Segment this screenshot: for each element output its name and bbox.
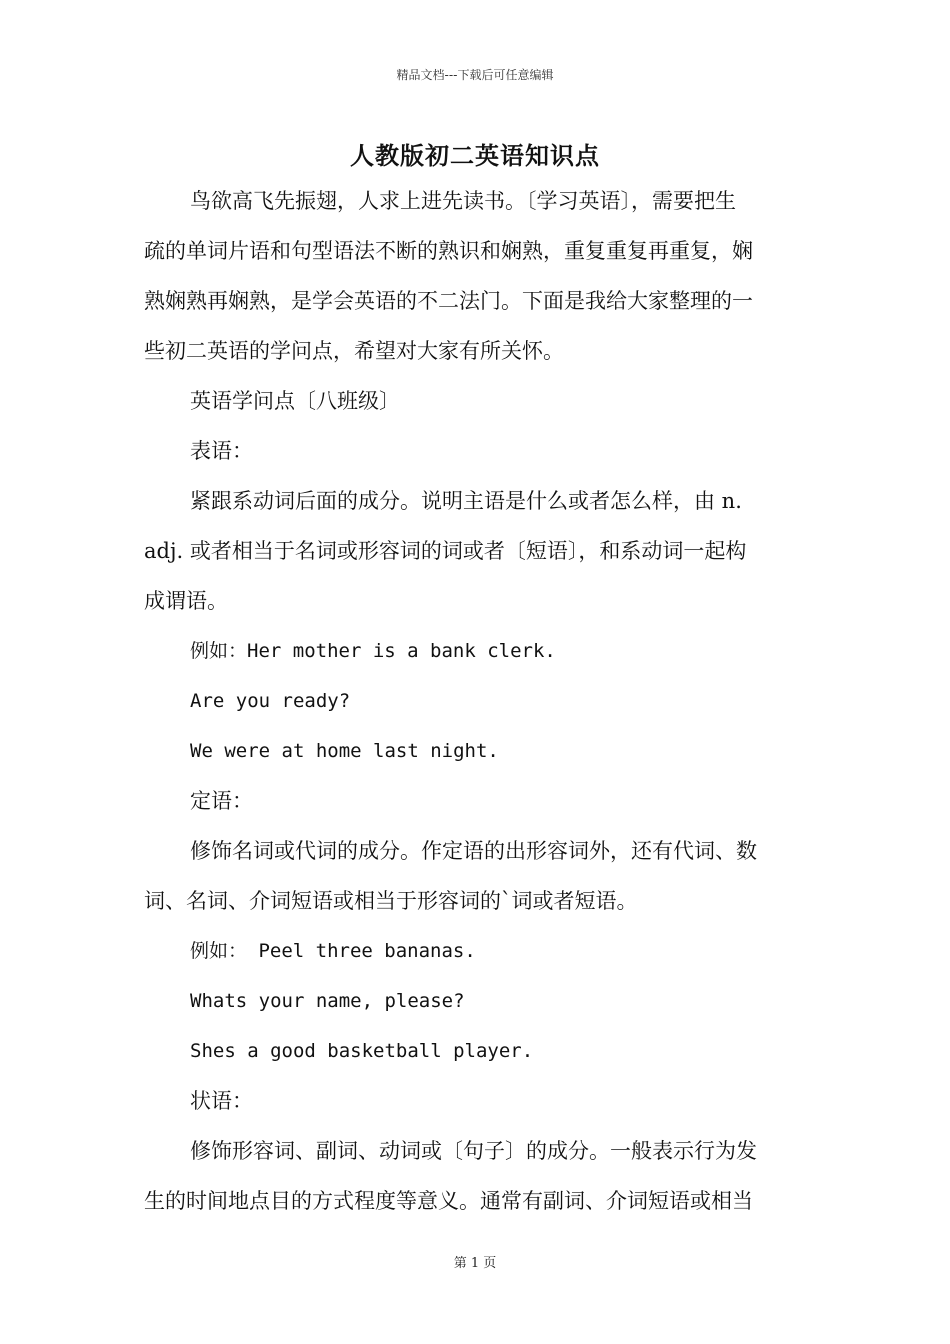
paragraph-line: 修饰形容词、副词、动词或〔句子〕的成分。一般表示行为发 — [190, 1139, 757, 1163]
paragraph-line: 成谓语。 — [144, 589, 228, 613]
example-line: 例如：Her mother is a bank clerk. — [190, 640, 556, 662]
example-line: 例如： Peel three bananas. — [190, 940, 476, 962]
paragraph-line: 疏的单词片语和句型语法不断的熟识和娴熟，重复重复再重复，娴 — [144, 239, 753, 263]
section-heading: 英语学问点〔八班级〕 — [190, 389, 400, 413]
paragraph-line: 些初二英语的学问点，希望对大家有所关怀。 — [144, 339, 564, 363]
example-line: We were at home last night. — [190, 740, 499, 762]
page-number: 第 1 页 — [453, 1256, 497, 1271]
paragraph-line: 鸟欲高飞先振翅，人求上进先读书。〔学习英语〕，需要把生 — [190, 189, 736, 213]
term-heading: 表语： — [190, 439, 253, 463]
document-title: 人教版初二英语知识点 — [350, 141, 600, 170]
example-line: Whats your name, please? — [190, 990, 465, 1012]
example-line: Are you ready? — [190, 690, 351, 712]
paragraph-line: adj. 或者相当于名词或形容词的词或者〔短语〕，和系动词一起构 — [144, 539, 747, 563]
term-heading: 定语： — [190, 789, 253, 813]
page-header: 精品文档---下载后可任意编辑 — [396, 68, 554, 82]
term-heading: 状语： — [190, 1089, 253, 1113]
paragraph-line: 词、名词、介词短语或相当于形容词的`词或者短语。 — [144, 889, 638, 913]
paragraph-line: 熟娴熟再娴熟，是学会英语的不二法门。下面是我给大家整理的一 — [144, 289, 753, 313]
example-line: Shes a good basketball player. — [190, 1040, 534, 1062]
paragraph-line: 生的时间地点目的方式程度等意义。通常有副词、介词短语或相当 — [144, 1189, 753, 1213]
paragraph-line: 修饰名词或代词的成分。作定语的出形容词外，还有代词、数 — [190, 839, 757, 863]
paragraph-line: 紧跟系动词后面的成分。说明主语是什么或者怎么样，由 n. — [190, 489, 742, 513]
